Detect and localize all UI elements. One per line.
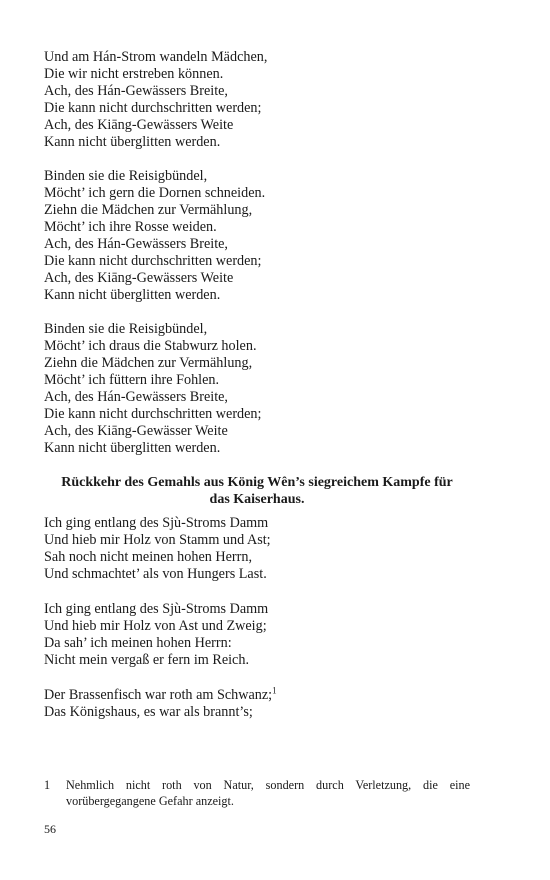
verse-line: Ziehn die Mädchen zur Vermählung, (44, 202, 253, 218)
verse-line: Binden sie die Reisigbündel, (44, 168, 208, 184)
verse-line: Die kann nicht durchschritten werden; (44, 100, 262, 116)
verse-line: Ziehn die Mädchen zur Vermählung, (44, 355, 253, 371)
poem1-stanza-1 (44, 49, 470, 151)
footnote-number: 1 (44, 778, 51, 792)
verse-line: Die wir nicht erstreben können. (44, 66, 224, 82)
verse-line: Binden sie die Reisigbündel, (44, 321, 208, 337)
verse-line: Kann nicht überglitten werden. (44, 134, 221, 150)
footnote (44, 777, 470, 809)
poem2-stanza-2 (44, 601, 470, 669)
poem2-stanza-1 (44, 515, 470, 583)
footnote-text: Nehmlich nicht roth von Natur, sondern durch Verletzung, die eine vorübergegangene Gefahr anzeigt. (66, 778, 470, 808)
verse-line: Möcht’ ich ihre Rosse weiden. (44, 219, 217, 235)
poem-title (44, 474, 470, 508)
page-number: 56 (44, 822, 56, 836)
verse-line: Möcht’ ich füttern ihre Fohlen. (44, 372, 220, 388)
verse-line: Nicht mein vergaß er fern im Reich. (44, 652, 249, 668)
verse-line: Und hieb mir Holz von Ast und Zweig; (44, 618, 267, 634)
verse-line: Und hieb mir Holz von Stamm und Ast; (44, 532, 271, 548)
verse-line: Ich ging entlang des Sjù-Stroms Damm (44, 601, 269, 617)
poem1-stanza-2 (44, 168, 470, 304)
verse-line: Kann nicht überglitten werden. (44, 287, 221, 303)
poem1-stanza-3 (44, 321, 470, 457)
verse-line: Ach, des Kiāng-Gewässers Weite (44, 117, 234, 133)
verse-line: Da sah’ ich meinen hohen Herrn: (44, 635, 232, 651)
verse-line: Und am Hán-Strom wandeln Mädchen, (44, 49, 268, 65)
verse-line: Möcht’ ich gern die Dornen schneiden. (44, 185, 266, 201)
verse-line: Ach, des Hán-Gewässers Breite, (44, 236, 228, 252)
verse-line: Ach, des Hán-Gewässers Breite, (44, 83, 228, 99)
verse-line: Die kann nicht durchschritten werden; (44, 406, 262, 422)
footnote-reference[interactable]: 1 (272, 685, 277, 696)
page-body (44, 49, 470, 739)
verse-line: Ach, des Kiāng-Gewässers Weite (44, 270, 234, 286)
poem-title-line-1: Rückkehr des Gemahls aus König Wên’s siegreichem Kampfe für (61, 475, 453, 490)
poem-title-line-2: das Kaiserhaus. (209, 492, 305, 507)
verse-line: Ich ging entlang des Sjù-Stroms Damm (44, 515, 269, 531)
verse-line: Sah noch nicht meinen hohen Herrn, (44, 549, 253, 565)
verse-line (44, 687, 470, 704)
poem2-stanza-3 (44, 687, 470, 721)
verse-line: Das Königshaus, es war als brannt’s; (44, 704, 253, 720)
verse-line: Kann nicht überglitten werden. (44, 440, 221, 456)
verse-text: Der Brassenfisch war roth am Schwanz; (44, 687, 273, 703)
verse-line: Und schmachtet’ als von Hungers Last. (44, 566, 267, 582)
verse-line: Möcht’ ich draus die Stabwurz holen. (44, 338, 257, 354)
verse-line: Die kann nicht durchschritten werden; (44, 253, 262, 269)
verse-line: Ach, des Hán-Gewässers Breite, (44, 389, 228, 405)
verse-line: Ach, des Kiāng-Gewässer Weite (44, 423, 228, 439)
